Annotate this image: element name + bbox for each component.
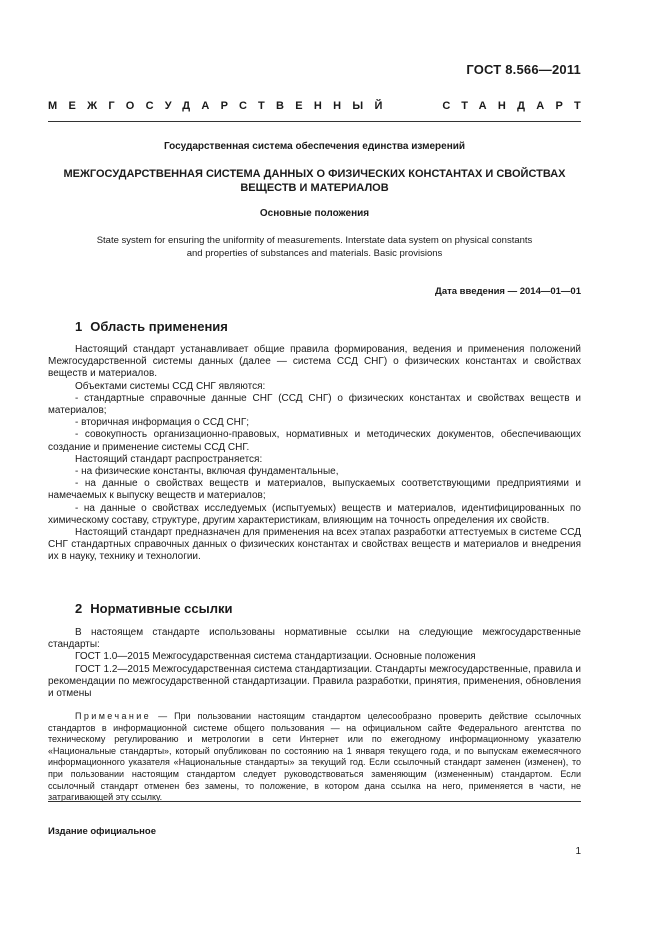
- main-title-line: МЕЖГОСУДАРСТВЕННАЯ СИСТЕМА ДАННЫХ О ФИЗИЧЕСКИХ КОНСТАНТАХ И СВОЙСТВАХ: [63, 168, 566, 180]
- list-item: - на физические константы, включая фундаментальные,: [75, 466, 339, 478]
- main-title-line: ВЕЩЕСТВ И МАТЕРИАЛОВ: [240, 182, 389, 194]
- english-title-line: State system for ensuring the uniformity of measurements. Interstate data system on physical constants: [96, 235, 533, 246]
- english-title: [48, 235, 581, 260]
- page-number: 1: [575, 846, 581, 857]
- list-item: - совокупность организационно-правовых, нормативных и методических документов, обеспечивающих создание и применение системы ССД СНГ.: [48, 429, 581, 453]
- reference-item: ГОСТ 1.2—2015 Межгосударственная система стандартизации. Стандарты межгосударственные, правила и рекомендации по межгосударственной стандартизации. Правила разработки, принятия, применения, обновления и отмены: [48, 663, 581, 700]
- paragraph: В настоящем стандарте использованы нормативные ссылки на следующие межгосударственные стандарты:: [48, 627, 581, 651]
- section-body-scope: [48, 344, 581, 564]
- subtitle: Основные положения: [259, 208, 370, 219]
- standard-label: СТАНДАРТ: [442, 100, 592, 112]
- system-title: Государственная система обеспечения единства измерений: [163, 141, 466, 152]
- section-body-references: [48, 627, 581, 700]
- list-item: - стандартные справочные данные СНГ (ССД СНГ) о физических константах и свойствах веществ и материалов;: [48, 392, 581, 417]
- reference-note: [48, 711, 581, 804]
- paragraph: Объектами системы ССД СНГ являются:: [75, 380, 266, 392]
- section-heading-references: [75, 601, 232, 616]
- note-label: Примечание: [75, 711, 152, 721]
- section-number: 2: [75, 601, 83, 616]
- section-title: Область применения: [90, 319, 228, 334]
- list-item: - вторичная информация о ССД СНГ;: [75, 417, 250, 429]
- section-heading-scope: [75, 319, 228, 334]
- main-title: [48, 167, 581, 195]
- official-edition-label: Издание официальное: [48, 826, 156, 837]
- list-item: - на данные о свойствах исследуемых (испытуемых) веществ и материалов, идентифицированных по химическому составу, структуре, другим характеристикам, влияющим на точность определения их свойств.: [48, 502, 581, 526]
- header-divider: [48, 121, 581, 122]
- list-item: - на данные о свойствах веществ и материалов, выпускаемых соответствующими предприятиями и намечаемых к выпуску веществ и материалов;: [48, 478, 581, 502]
- footer-divider: [48, 801, 581, 802]
- english-title-line: and properties of substances and materials. Basic provisions: [186, 247, 443, 259]
- interstate-standard-banner: [48, 100, 592, 112]
- interstate-label: МЕЖГОСУДАРСТВЕННЫЙ: [48, 100, 394, 112]
- paragraph: Настоящий стандарт распространяется:: [75, 453, 263, 465]
- section-title: Нормативные ссылки: [90, 601, 233, 616]
- paragraph: Настоящий стандарт предназначен для применения на всех этапах разработки аттестуемых в системе ССД СНГ стандартных справочных данных о физических константах и свойствах веществ и материалов и внедрения их в науку, технику и технологии.: [48, 527, 581, 563]
- introduction-date: Дата введения — 2014—01—01: [435, 286, 581, 297]
- note-text: — При пользовании настоящим стандартом целесообразно проверить действие ссылочных стандартов в информационной системе общего пользования — на официальном сайте Федерального агентства по техническому регулированию и метрологии в сети Интернет или по ежегодному информационному указателю «Национальные стандарты», который опубликован по состоянию на 1 января текущего года, и по выпускам ежемесячного информационного указателя «Национальные стандарты» за текущий год. Если ссылочный стандарт заменен (изменен), то при пользовании настоящим стандартом следует руководствоваться заменяющим (измененным) стандартом. Если ссылочный стандарт отменен без замены, то положение, в котором дана ссылка на него, применяется в части, не затрагивающей эту ссылку.: [48, 711, 581, 803]
- document-code: ГОСТ 8.566—2011: [466, 62, 581, 77]
- paragraph: Настоящий стандарт устанавливает общие правила формирования, ведения и применения положений Межгосударственной системы данных (далее — система ССД СНГ) о физических константах и свойствах веществ и материалов.: [48, 344, 581, 380]
- section-number: 1: [75, 319, 83, 334]
- reference-item: ГОСТ 1.0—2015 Межгосударственная система стандартизации. Основные положения: [75, 651, 476, 663]
